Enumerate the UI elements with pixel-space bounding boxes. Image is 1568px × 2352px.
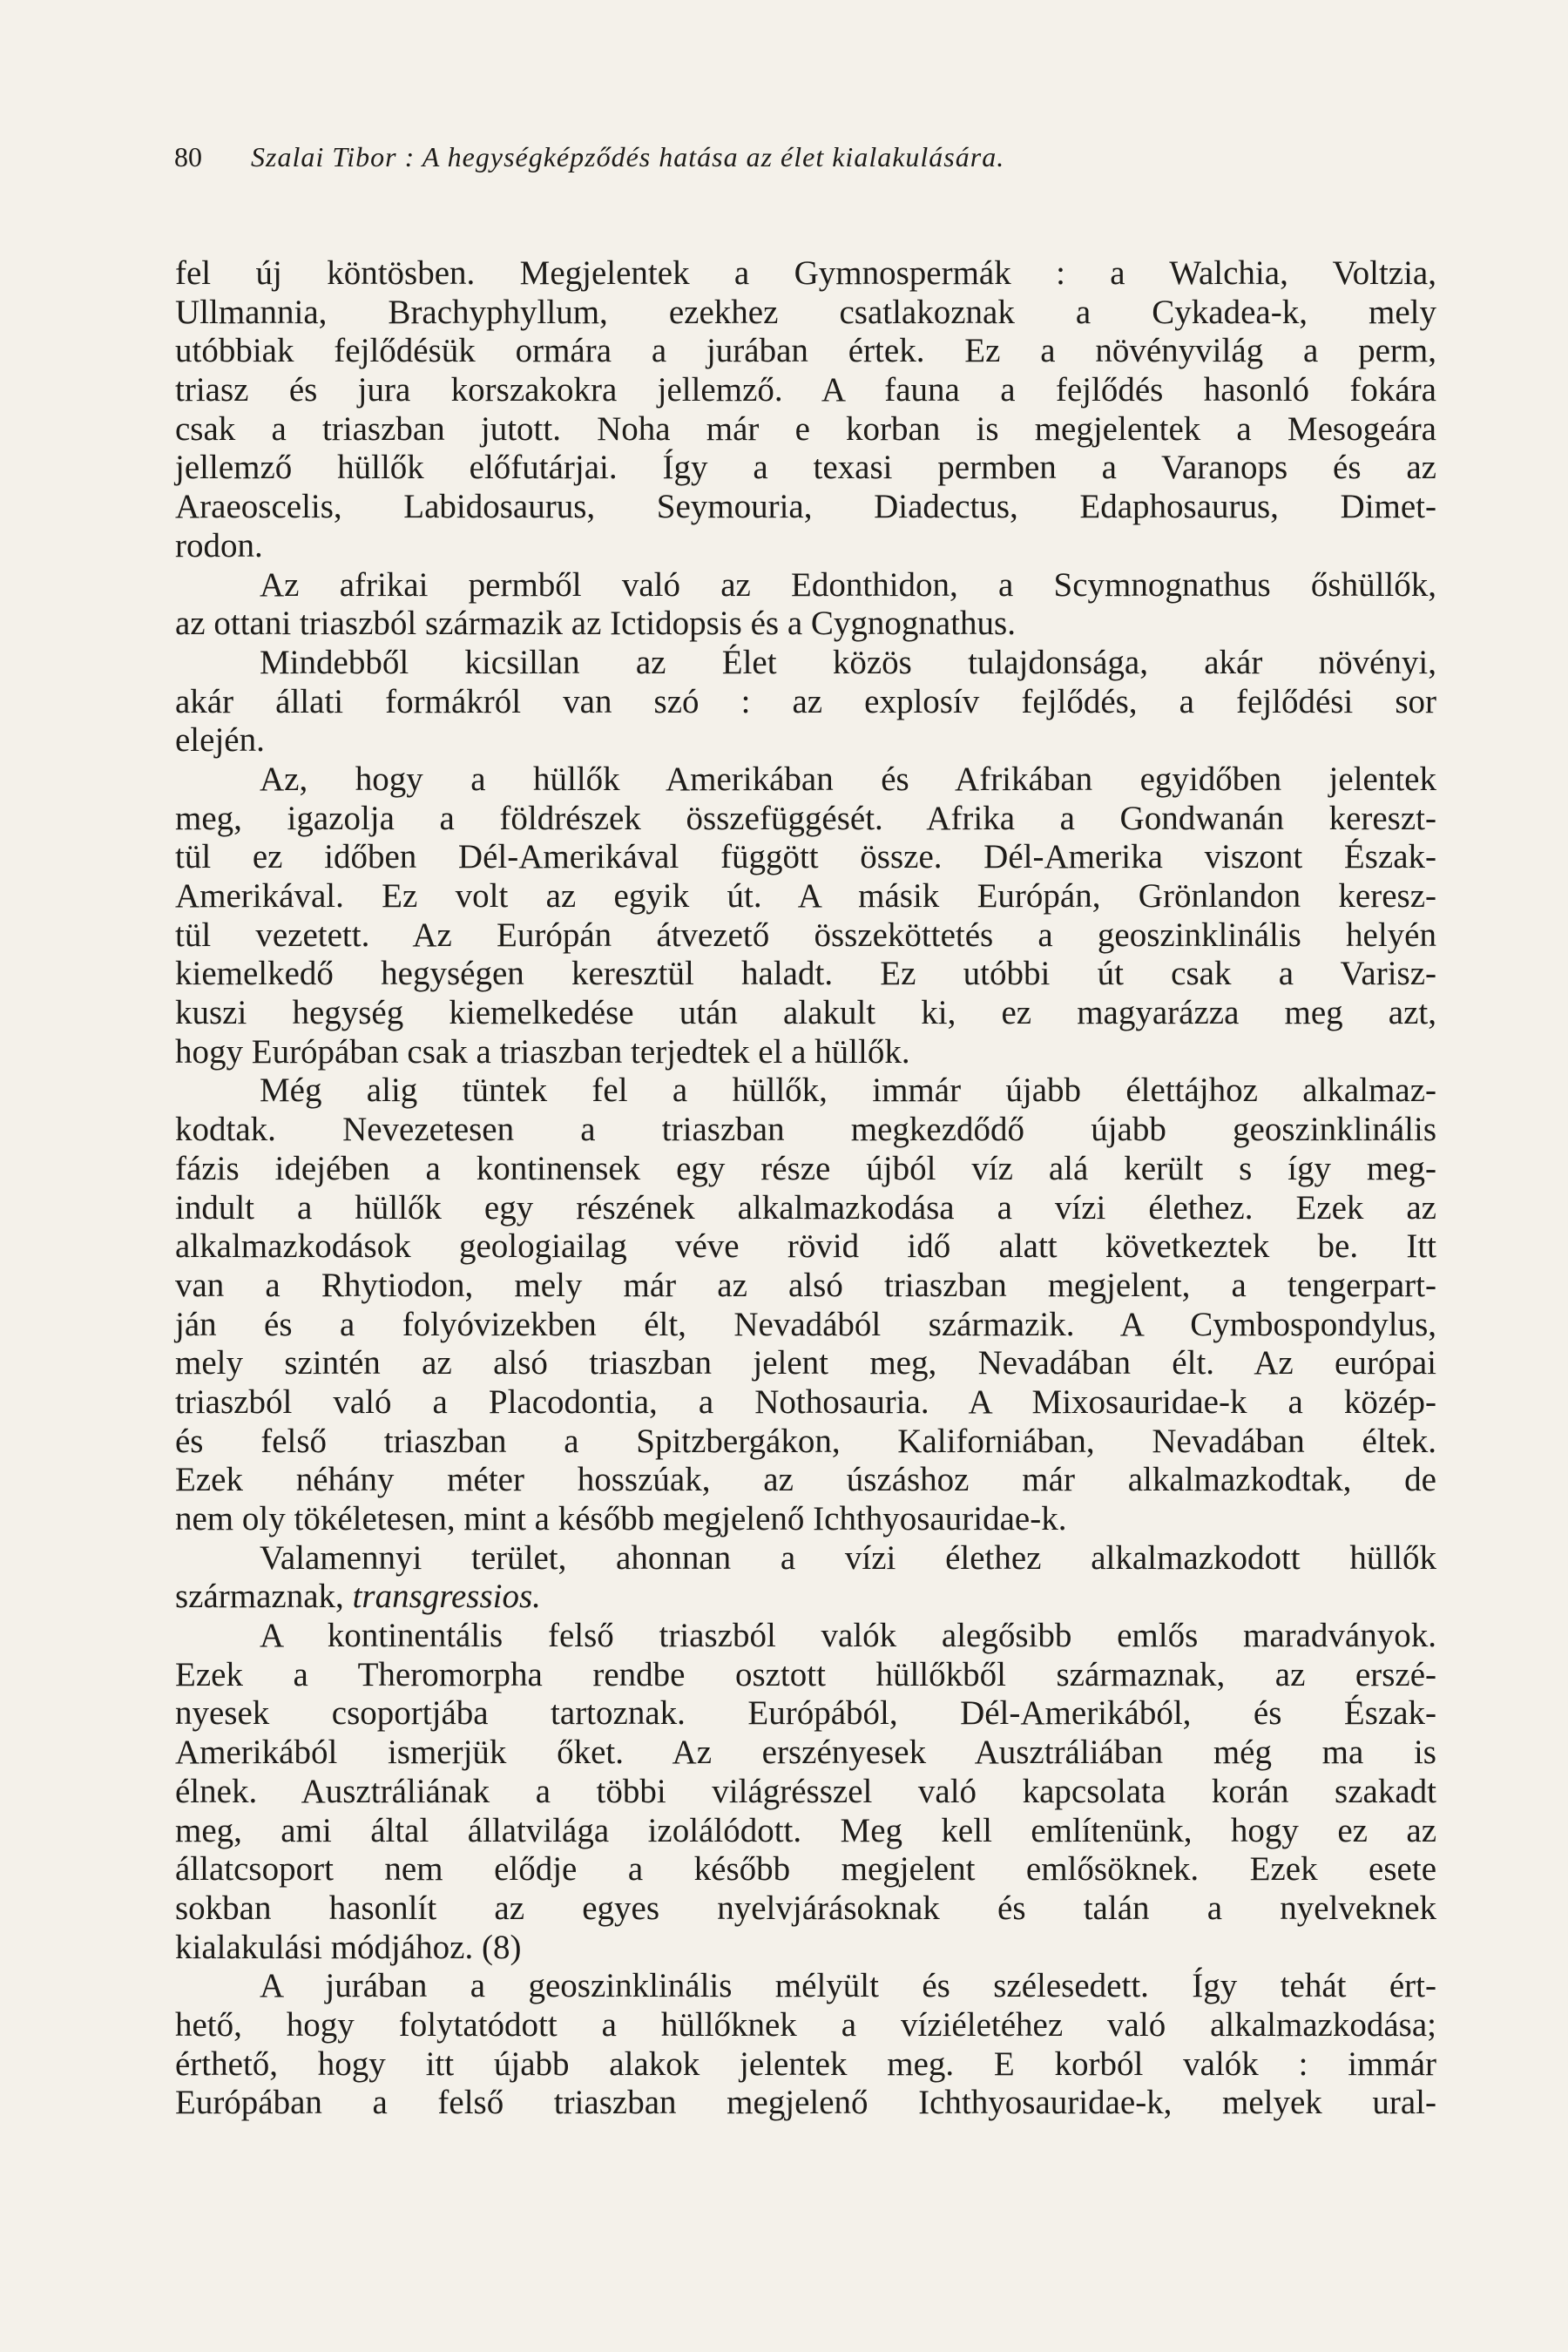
text-line [175, 1461, 1436, 1500]
text-line [175, 488, 1436, 527]
text-line-content: állatcsoport nem elődje a később megjelent emlősöknek. Ezek esete [175, 1850, 1436, 1889]
text-line-content: Amerikával. Ez volt az egyik út. A másik Európán, Grönlandon keresz- [175, 877, 1436, 915]
text-line-content: A kontinentális felső triaszból valók alegősibb emlős maradványok. [260, 1617, 1436, 1655]
text-line-content: mely szintén az alsó triaszban jelent meg, Nevadában élt. Az európai [175, 1344, 1436, 1382]
text-line [175, 527, 1436, 566]
text-line-content: Az afrikai permből való az Edonthidon, a Scymnognathus őshüllők, [260, 565, 1436, 604]
text-line-content: kiemelkedő hegységen keresztül haladt. Ez utóbbi út csak a Varisz- [175, 955, 1436, 993]
text-line [175, 254, 1436, 294]
text-line-content: Az, hogy a hüllők Amerikában és Afrikában egyidőben jelentek [260, 760, 1436, 798]
text-line [175, 566, 1436, 605]
text-line-content: jellemző hüllők előfutárjai. Így a texasi permben a Varanops és az [175, 449, 1436, 487]
text-line [175, 1344, 1436, 1383]
text-line [175, 838, 1436, 877]
text-line [175, 605, 1436, 644]
text-line [175, 1227, 1436, 1267]
text-line-content: A jurában a geoszinklinális mélyült és szélesedett. Így tehát ért- [260, 1967, 1436, 2005]
body-text [175, 254, 1436, 2123]
italic-term: transgressios. [352, 1578, 541, 1616]
text-line [175, 1539, 1436, 1578]
text-line-content: ján és a folyóvizekben élt, Nevadából származik. A Cymbospondylus, [175, 1305, 1436, 1343]
text-line-content: triaszból való a Placodontia, a Nothosauria. A Mixosauridae-k a közép- [175, 1382, 1436, 1421]
text-line-content: utóbbiak fejlődésük ormára a jurában értek. Ez a növényvilág a perm, [175, 332, 1436, 370]
text-line-content: Mindebből kicsillan az Élet közös tulajdonsága, akár növényi, [260, 643, 1436, 681]
text-line [175, 800, 1436, 839]
text-line-content: van a Rhytiodon, mely már az alsó triaszban megjelent, a tengerpart- [175, 1266, 1436, 1304]
text-line-content: Ullmannia, Brachyphyllum, ezekhez csatlakoznak a Cykadea-k, mely [175, 293, 1436, 331]
text-line-content: meg, ami által állatvilága izolálódott. Meg kell említenünk, hogy ez az [175, 1811, 1436, 1849]
text-line [175, 760, 1436, 800]
text-line [175, 1423, 1436, 1462]
running-head [174, 139, 1437, 174]
text-line [175, 1578, 1436, 1617]
text-line-content: Még alig tüntek fel a hüllők, immár újabb élettájhoz alkalmaz- [260, 1071, 1436, 1110]
text-line [175, 1383, 1436, 1423]
text-line [175, 1773, 1436, 1812]
text-line [175, 410, 1436, 449]
text-line-content: kialakulási módjához. (8) [175, 1928, 522, 1966]
text-line-content: elején. [175, 721, 265, 760]
text-line-content: Ezek a Theromorpha rendbe osztott hüllőkből származnak, az erszé- [175, 1655, 1436, 1693]
text-line [175, 1734, 1436, 1773]
text-line-content: Európában a felső triaszban megjelenő Ichthyosauridae-k, melyek ural- [175, 2084, 1436, 2122]
text-line [175, 1500, 1436, 1539]
text-line [175, 644, 1436, 683]
text-line-content: hogy Európában csak a triaszban terjedtek el a hüllők. [175, 1032, 910, 1071]
text-line-content: triasz és jura korszakokra jellemző. A fauna a fejlődés hasonló fokára [175, 371, 1436, 409]
text-line-content: élnek. Ausztráliának a többi világrésszel való kapcsolata korán szakadt [175, 1772, 1436, 1810]
text-line [175, 332, 1436, 371]
text-line-content: származnak, [175, 1578, 353, 1616]
text-line [175, 2045, 1436, 2085]
text-line-content: fel új köntösben. Megjelentek a Gymnospermák : a Walchia, Voltzia, [175, 254, 1436, 292]
text-line-content: csak a triaszban jutott. Noha már e korban is megjelentek a Mesogeára [175, 409, 1436, 448]
text-line [175, 1111, 1436, 1150]
text-line [175, 994, 1436, 1033]
text-line [175, 916, 1436, 956]
text-line [175, 1189, 1436, 1228]
page-number: 80 [174, 141, 202, 172]
text-line [175, 1967, 1436, 2006]
text-line [175, 1267, 1436, 1306]
text-line-content: akár állati formákról van szó : az explosív fejlődés, a fejlődési sor [175, 682, 1436, 720]
text-line [175, 449, 1436, 488]
text-line-content: nyesek csoportjába tartoznak. Európából, Dél-Amerikából, és Észak- [175, 1694, 1436, 1733]
text-line-content: nem oly tökéletesen, mint a később megjelenő Ichthyosauridae-k. [175, 1500, 1067, 1538]
text-line [175, 1033, 1436, 1072]
text-line [175, 721, 1436, 760]
running-head-title: Szalai Tibor : A hegységképződés hatása az élet kialakulására. [251, 141, 1005, 172]
text-line-content: hető, hogy folytatódott a hüllőknek a víziéletéhez való alkalmazkodása; [175, 2005, 1436, 2044]
text-line [175, 1889, 1436, 1929]
text-line [175, 1929, 1436, 1968]
text-line [175, 1812, 1436, 1851]
text-line [175, 1850, 1436, 1889]
text-line [175, 1306, 1436, 1345]
text-line-content: indult a hüllők egy részének alkalmazkodása a vízi élethez. Ezek az [175, 1188, 1436, 1227]
text-line-content: az ottani triaszból származik az Ictidopsis és a Cygnognathus. [175, 605, 1016, 643]
text-line-content: rodon. [175, 526, 263, 564]
text-line [175, 1617, 1436, 1656]
text-line-content: Ezek néhány méter hosszúak, az úszáshoz már alkalmazkodtak, de [175, 1461, 1436, 1499]
text-line [175, 1071, 1436, 1111]
text-line-content: sokban hasonlít az egyes nyelvjárásoknak és talán a nyelveknek [175, 1889, 1436, 1927]
text-line [175, 1150, 1436, 1189]
text-line [175, 1656, 1436, 1695]
text-line-content: tül vezetett. Az Európán átvezető összeköttetés a geoszinklinális helyén [175, 916, 1436, 954]
text-line-content: tül ez időben Dél-Amerikával függött össze. Dél-Amerika viszont Észak- [175, 838, 1436, 876]
text-line-content: Araeoscelis, Labidosaurus, Seymouria, Diadectus, Edaphosaurus, Dimet- [175, 488, 1436, 526]
text-line-content: és felső triaszban a Spitzbergákon, Kaliforniában, Nevadában éltek. [175, 1422, 1436, 1460]
text-line [175, 294, 1436, 333]
text-line-content: Valamennyi terület, ahonnan a vízi élethez alkalmazkodott hüllők [260, 1538, 1436, 1577]
text-line-content: fázis idejében a kontinensek egy része újból víz alá került s így meg- [175, 1149, 1436, 1187]
text-line [175, 877, 1436, 916]
text-line [175, 2084, 1436, 2123]
text-line-content: kodtak. Nevezetesen a triaszban megkezdődő újabb geoszinklinális [175, 1111, 1436, 1149]
text-line-content: Amerikából ismerjük őket. Az erszényesek Ausztráliában még ma is [175, 1734, 1436, 1772]
text-line [175, 683, 1436, 722]
text-line-content: alkalmazkodások geologiailag véve rövid idő alatt következtek be. Itt [175, 1227, 1436, 1266]
text-line [175, 2006, 1436, 2045]
text-line [175, 371, 1436, 410]
text-line-content: kuszi hegység kiemelkedése után alakult ki, ez magyarázza meg azt, [175, 994, 1436, 1032]
text-line [175, 955, 1436, 994]
text-line-content: érthető, hogy itt újabb alakok jelentek meg. E korból valók : immár [175, 2044, 1436, 2083]
text-line [175, 1694, 1436, 1734]
text-line-content: meg, igazolja a földrészek összefüggését. Afrika a Gondwanán kereszt- [175, 799, 1436, 837]
